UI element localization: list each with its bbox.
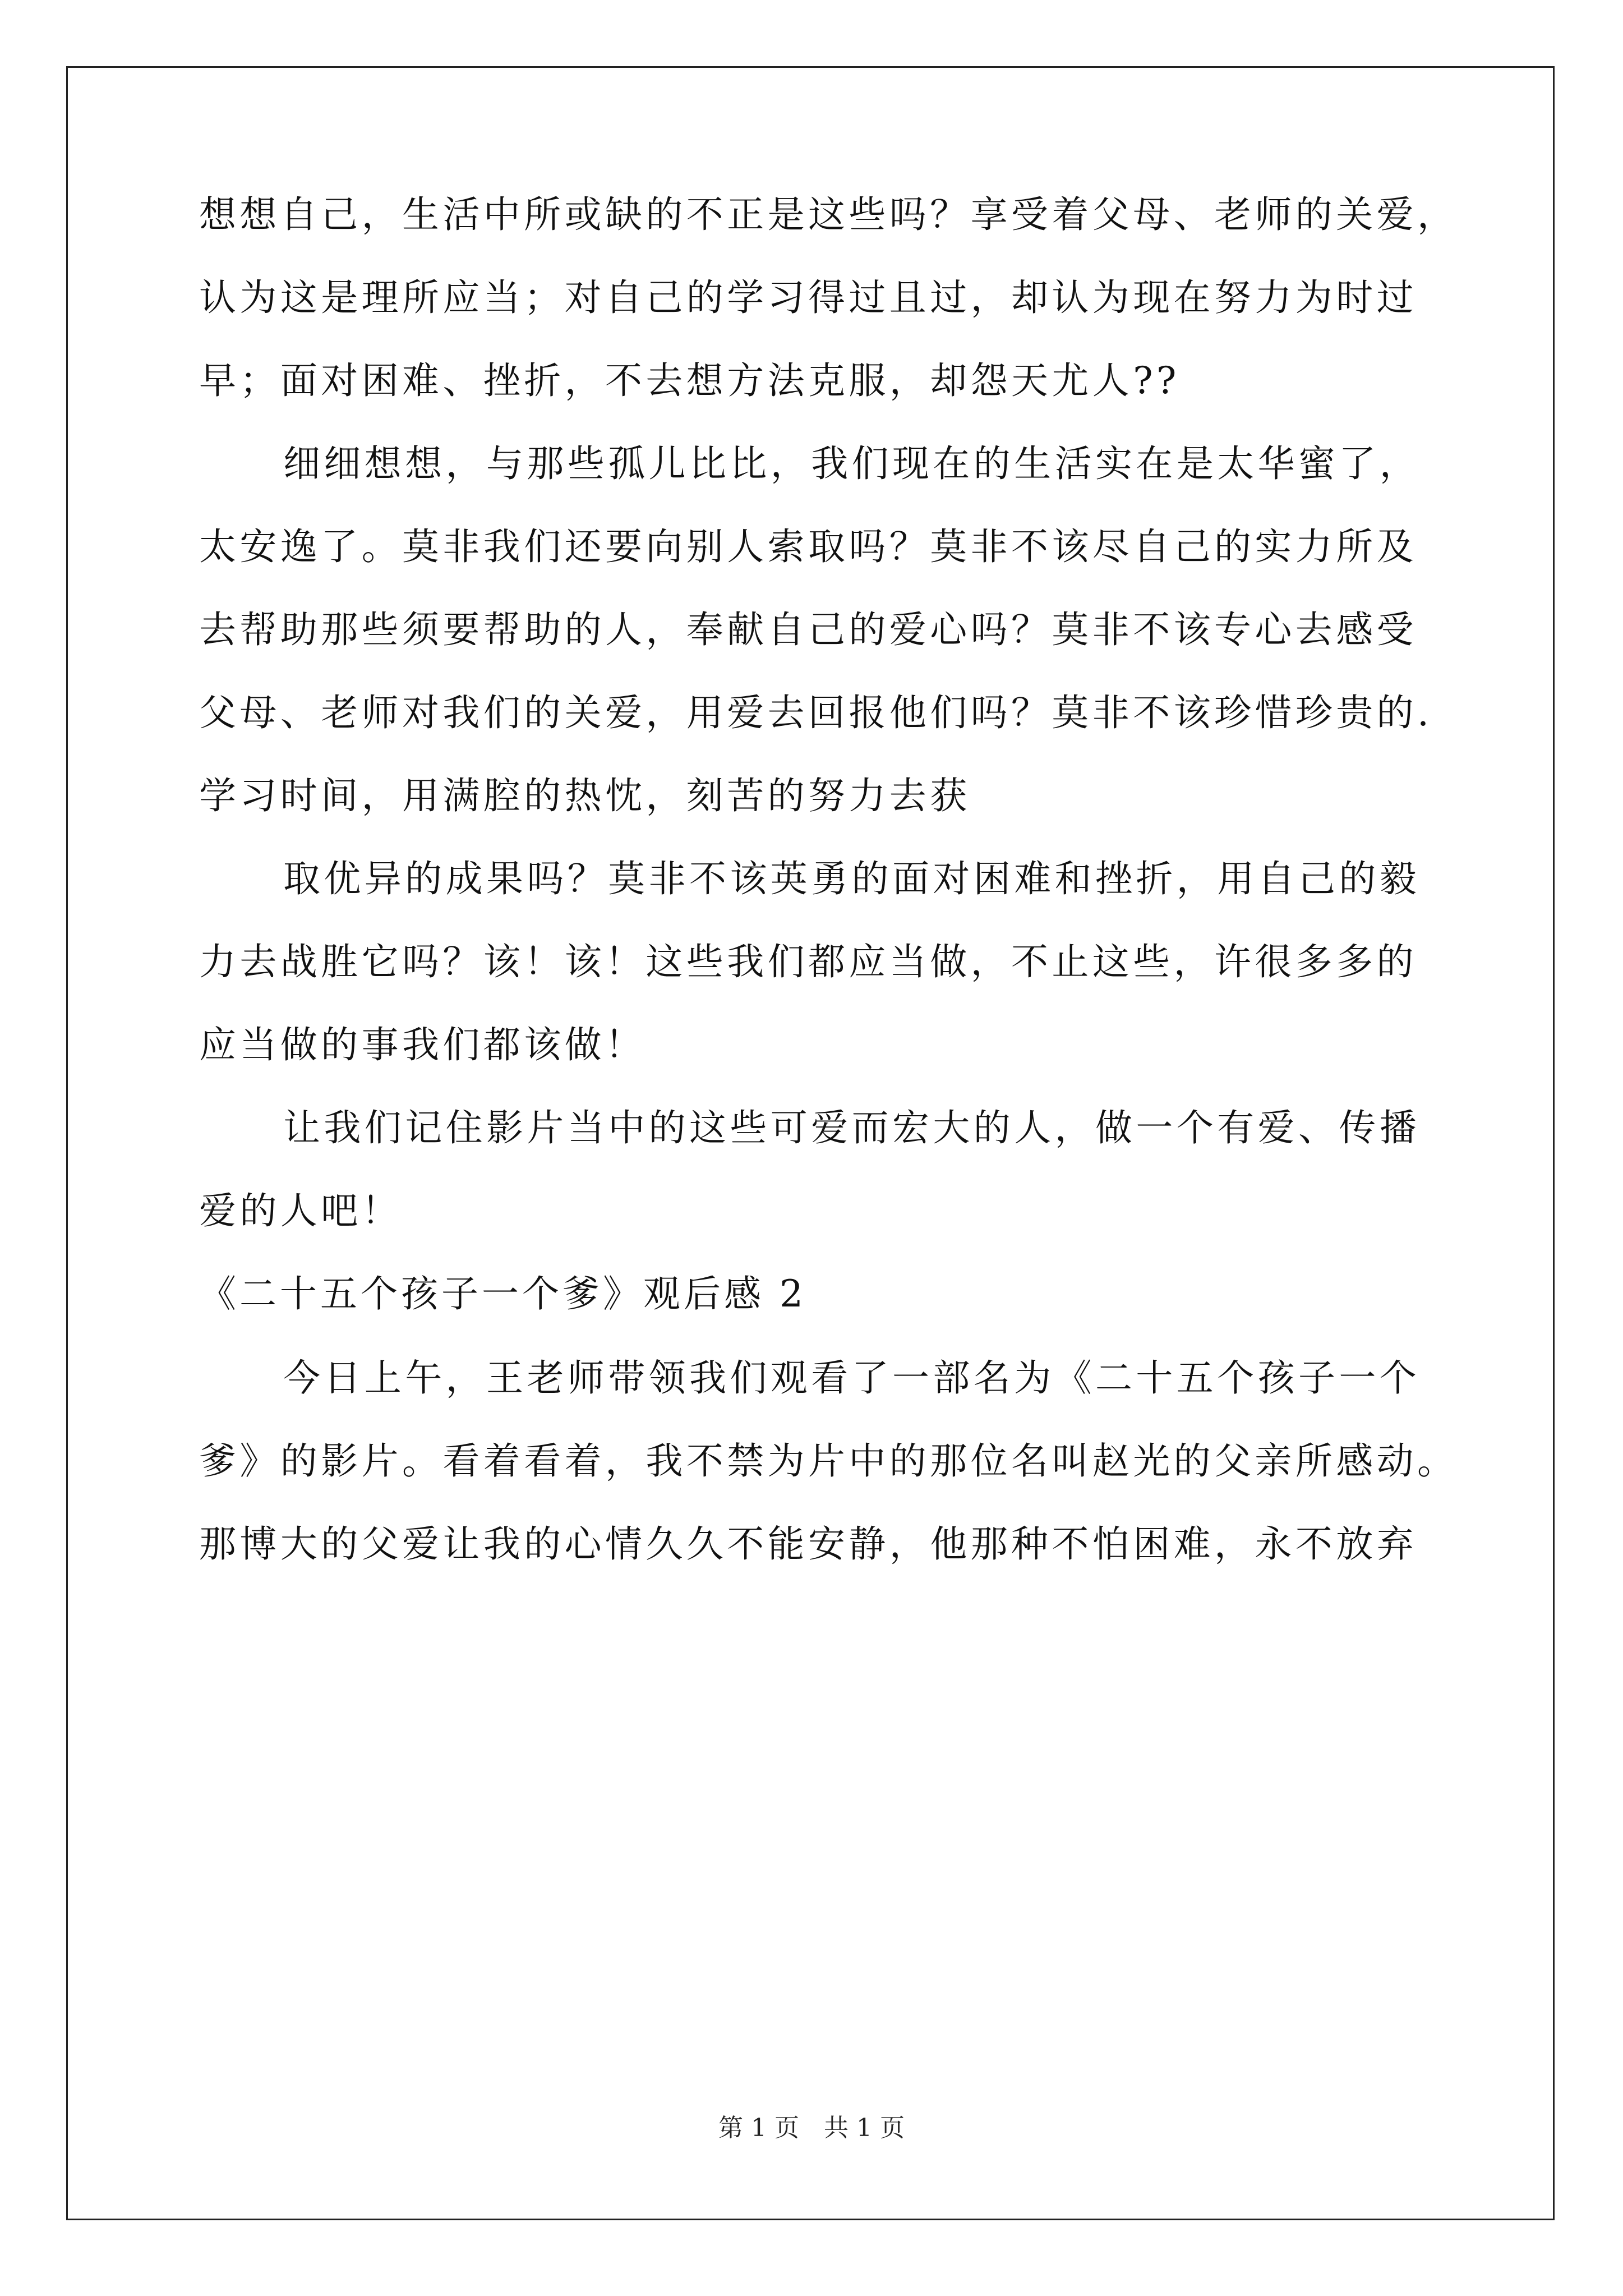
body-line: 认为这是理所应当；对自己的学习得过且过，却认为现在努力为时过 bbox=[199, 276, 1417, 319]
paragraph-start-line: 让我们记住影片当中的这些可爱而宏大的人，做一个有爱、传播 bbox=[283, 1106, 1421, 1149]
page-footer: 第 1 页 共 1 页 bbox=[718, 2114, 905, 2142]
body-line: 早；面对困难、挫折，不去想方法克服，却怨天尤人?? bbox=[199, 359, 1180, 402]
body-line: 力去战胜它吗？该！该！这些我们都应当做，不止这些，许很多多的 bbox=[199, 940, 1417, 983]
body-line: 学习时间，用满腔的热忱，刻苦的努力去获 bbox=[199, 774, 971, 817]
body-line: 想想自己，生活中所或缺的不正是这些吗？享受着父母、老师的关爱， bbox=[199, 193, 1458, 236]
body-line: 父母、老师对我们的关爱，用爱去回报他们吗？莫非不该珍惜珍贵的. bbox=[199, 691, 1433, 734]
paragraph-start-line: 取优异的成果吗？莫非不该英勇的面对困难和挫折，用自己的毅 bbox=[283, 857, 1421, 900]
body-line: 爹》的影片。看着看着，我不禁为片中的那位名叫赵光的父亲所感动。 bbox=[199, 1439, 1458, 1483]
body-line: 那博大的父爱让我的心情久久不能安静，他那种不怕困难，永不放弃 bbox=[199, 1522, 1417, 1566]
body-line: 爱的人吧！ bbox=[199, 1189, 402, 1232]
body-line: 应当做的事我们都该做！ bbox=[199, 1023, 646, 1066]
document-body bbox=[199, 193, 1458, 1609]
paragraph-start-line: 今日上午，王老师带领我们观看了一部名为《二十五个孩子一个 bbox=[283, 1356, 1421, 1400]
body-line: 太安逸了。莫非我们还要向别人索取吗？莫非不该尽自己的实力所及 bbox=[199, 525, 1417, 568]
section-heading: 《二十五个孩子一个爹》观后感 2 bbox=[199, 1272, 806, 1315]
paragraph-start-line: 细细想想，与那些孤儿比比，我们现在的生活实在是太华蜜了， bbox=[283, 442, 1421, 485]
body-line: 去帮助那些须要帮助的人，奉献自己的爱心吗？莫非不该专心去感受 bbox=[199, 608, 1417, 651]
